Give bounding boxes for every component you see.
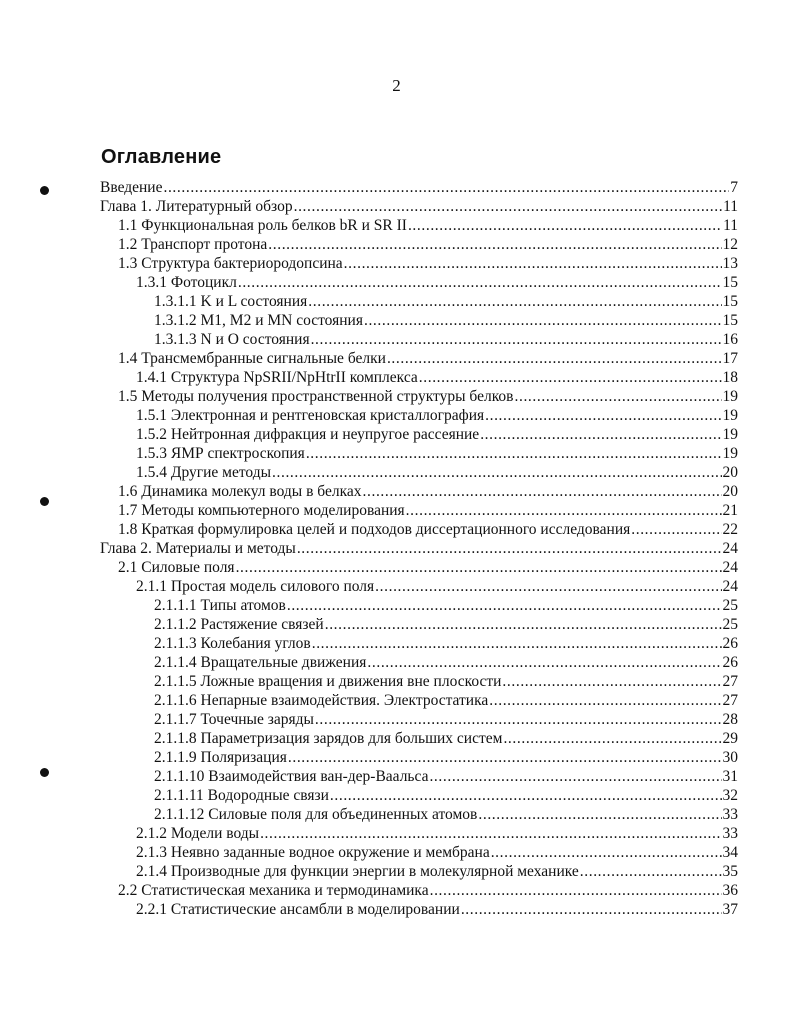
toc-entry-title: 2.1 Силовые поля <box>118 559 235 576</box>
toc-entry <box>100 596 738 615</box>
toc-entry-title: 1.4 Трансмембранные сигнальные белки <box>118 350 386 367</box>
page-number: 2 <box>392 76 401 95</box>
toc-entry-page: 29 <box>722 730 738 747</box>
toc-entry <box>100 501 738 520</box>
toc-entry-page: 25 <box>722 616 738 633</box>
toc-entry-page: 31 <box>722 768 738 785</box>
dot-leader <box>364 311 722 330</box>
toc-entry-page: 36 <box>722 882 738 899</box>
dot-leader <box>315 710 722 729</box>
dot-leader <box>387 349 722 368</box>
dot-leader <box>325 615 722 634</box>
toc-entry-page: 13 <box>722 255 738 272</box>
toc-entry <box>100 824 738 843</box>
toc-entry <box>100 672 738 691</box>
toc-entry <box>100 843 738 862</box>
toc-entry-title: Глава 1. Литературный обзор <box>100 198 293 215</box>
toc-entry-title: 2.2.1 Статистические ансамбли в моделировании <box>136 901 460 918</box>
toc-entry-title: 2.2 Статистическая механика и термодинамика <box>118 882 429 899</box>
toc-entry <box>100 406 738 425</box>
dot-leader <box>480 425 721 444</box>
dot-leader <box>367 653 721 672</box>
toc-entry-title: 2.1.1.8 Параметризация зарядов для больших систем <box>154 730 503 747</box>
toc-entry-page: 19 <box>722 426 738 443</box>
toc-entry-title: 2.1.1.1 Типы атомов <box>154 597 286 614</box>
toc-entry-title: 1.5.1 Электронная и рентгеновская кристаллография <box>136 407 485 424</box>
dot-leader <box>375 577 721 596</box>
toc-entry <box>100 197 738 216</box>
toc-entry-page: 32 <box>722 787 738 804</box>
toc-entry <box>100 216 738 235</box>
punch-hole-mark <box>40 497 49 506</box>
dot-leader <box>272 463 721 482</box>
dot-leader <box>344 254 722 273</box>
toc-entry <box>100 235 738 254</box>
toc-entry-title: 2.1.3 Неявно заданные водное окружение и мембрана <box>136 844 490 861</box>
dot-leader <box>308 292 721 311</box>
toc-entry-page: 19 <box>722 407 738 424</box>
toc-entry-page: 27 <box>722 673 738 690</box>
toc-entry-page: 34 <box>722 844 738 861</box>
toc-entry-title: 2.1.1 Простая модель силового поля <box>136 578 375 595</box>
toc-entry-title: 1.3.1.1 K и L состояния <box>154 293 308 310</box>
toc-entry-title: 1.6 Динамика молекул воды в белках <box>118 483 362 500</box>
toc-entry-page: 24 <box>722 578 738 595</box>
toc-entry-page: 37 <box>722 901 738 918</box>
toc-entry-title: 2.1.1.2 Растяжение связей <box>154 616 324 633</box>
toc-entry-page: 33 <box>722 825 738 842</box>
toc-entry-title: 2.1.1.6 Непарные взаимодействия. Электростатика <box>154 692 489 709</box>
toc-entry <box>100 577 738 596</box>
dot-leader <box>288 748 722 767</box>
toc-entry <box>100 653 738 672</box>
toc-entry-title: 2.1.1.3 Колебания углов <box>154 635 311 652</box>
dot-leader <box>163 178 729 197</box>
toc-entry-title: 2.1.1.9 Поляризация <box>154 749 287 766</box>
toc-entry <box>100 691 738 710</box>
toc-entry <box>100 862 738 881</box>
dot-leader <box>502 672 721 691</box>
toc-entry-title: 2.1.1.10 Взаимодействия ван-дер-Ваальса <box>154 768 429 785</box>
toc-entry-page: 21 <box>722 502 738 519</box>
toc-entry-title: 1.3.1 Фотоцикл <box>136 274 237 291</box>
toc-entry-page: 35 <box>722 863 738 880</box>
dot-leader <box>461 900 722 919</box>
toc-entry-title: 1.4.1 Структура NpSRII/NpHtrII комплекса <box>136 369 418 386</box>
dot-leader <box>478 805 721 824</box>
toc-entry-page: 15 <box>722 312 738 329</box>
toc-entry-page: 22 <box>722 521 738 538</box>
toc-entry <box>100 767 738 786</box>
dot-leader <box>515 387 722 406</box>
toc-entry <box>100 330 738 349</box>
toc-entry <box>100 805 738 824</box>
dot-leader <box>485 406 721 425</box>
toc-heading: Оглавление <box>101 146 222 168</box>
toc-entry <box>100 444 738 463</box>
toc-entry <box>100 368 738 387</box>
toc-entry-title: 1.3.1.2 M1, M2 и MN состояния <box>154 312 363 329</box>
dot-leader <box>297 539 722 558</box>
toc-entry-title: 1.5.2 Нейтронная дифракция и неупругое рассеяние <box>136 426 480 443</box>
toc-entry-page: 7 <box>730 179 738 196</box>
dot-leader <box>330 786 722 805</box>
dot-leader <box>238 273 722 292</box>
toc-entry-page: 19 <box>722 445 738 462</box>
toc-entry <box>100 615 738 634</box>
toc-entry-page: 20 <box>722 464 738 481</box>
toc-entry-title: 2.1.1.12 Силовые поля для объединенных атомов <box>154 806 478 823</box>
toc-entry-page: 27 <box>722 692 738 709</box>
toc-entry-title: 1.5 Методы получения пространственной структуры белков <box>118 388 514 405</box>
toc-entry-title: 1.5.3 ЯМР спектроскопия <box>136 445 305 462</box>
toc-entry-title: 1.8 Краткая формулировка целей и подходов диссертационного исследования <box>118 521 631 538</box>
toc-entry-page: 17 <box>722 350 738 367</box>
toc-entry <box>100 311 738 330</box>
toc-entry-page: 12 <box>722 236 738 253</box>
dot-leader <box>503 729 721 748</box>
toc-entry-page: 24 <box>722 540 738 557</box>
toc-entry-title: 2.1.4 Производные для функции энергии в молекулярной механике <box>136 863 579 880</box>
toc-entry <box>100 900 738 919</box>
dot-leader <box>429 767 721 786</box>
toc-entry-title: Глава 2. Материалы и методы <box>100 540 296 557</box>
toc-entry-title: 2.1.1.5 Ложные вращения и движения вне плоскости <box>154 673 502 690</box>
toc-entry <box>100 881 738 900</box>
toc-entry-page: 28 <box>722 711 738 728</box>
toc-entry-title: 2.1.1.7 Точечные заряды <box>154 711 314 728</box>
toc-entry-title: 1.3 Структура бактериородопсина <box>118 255 343 272</box>
toc-entry <box>100 387 738 406</box>
toc-entry <box>100 463 738 482</box>
dot-leader <box>260 824 721 843</box>
toc-entry <box>100 729 738 748</box>
toc-entry-title: Введение <box>100 179 163 196</box>
dot-leader <box>408 216 722 235</box>
toc-entry-title: 1.2 Транспорт протона <box>118 236 268 253</box>
toc-entry-page: 20 <box>722 483 738 500</box>
toc-entry-page: 11 <box>723 217 738 234</box>
dot-leader <box>363 482 722 501</box>
toc-entry-title: 1.5.4 Другие методы <box>136 464 272 481</box>
toc-entry-title: 1.1 Функциональная роль белков bR и SR II <box>118 217 407 234</box>
toc-entry <box>100 349 738 368</box>
toc-entry-page: 33 <box>722 806 738 823</box>
dot-leader <box>419 368 722 387</box>
toc-entry-page: 19 <box>722 388 738 405</box>
toc-entry <box>100 748 738 767</box>
toc-entry <box>100 254 738 273</box>
toc-entry-page: 30 <box>722 749 738 766</box>
toc-entry-title: 2.1.2 Модели воды <box>136 825 260 842</box>
dot-leader <box>430 881 722 900</box>
dot-leader <box>491 843 722 862</box>
toc-entry-page: 26 <box>722 635 738 652</box>
punch-hole-mark <box>40 768 49 777</box>
toc-entry-page: 25 <box>722 597 738 614</box>
dot-leader <box>236 558 722 577</box>
dot-leader <box>287 596 722 615</box>
toc-entry-page: 24 <box>722 559 738 576</box>
toc-entry <box>100 425 738 444</box>
toc-entry <box>100 786 738 805</box>
dot-leader <box>631 520 721 539</box>
dot-leader <box>406 501 722 520</box>
toc-entry-page: 15 <box>722 293 738 310</box>
dot-leader <box>294 197 722 216</box>
toc-entry-page: 26 <box>722 654 738 671</box>
toc-entry <box>100 539 738 558</box>
toc-entry-title: 2.1.1.11 Водородные связи <box>154 787 329 804</box>
toc-entry <box>100 520 738 539</box>
toc-entry-page: 11 <box>723 198 738 215</box>
toc-entry <box>100 634 738 653</box>
dot-leader <box>306 444 722 463</box>
toc-entry <box>100 710 738 729</box>
toc-entry <box>100 482 738 501</box>
toc-entry-title: 1.7 Методы компьютерного моделирования <box>118 502 405 519</box>
toc-entry-page: 15 <box>722 274 738 291</box>
dot-leader <box>311 330 722 349</box>
dot-leader <box>312 634 722 653</box>
toc-entry-title: 1.3.1.3 N и O состояния <box>154 331 310 348</box>
punch-hole-mark <box>40 186 49 195</box>
dot-leader <box>268 235 721 254</box>
toc-entry-title: 2.1.1.4 Вращательные движения <box>154 654 367 671</box>
dot-leader <box>489 691 721 710</box>
toc-entry <box>100 558 738 577</box>
toc-entry-page: 18 <box>722 369 738 386</box>
table-of-contents <box>100 178 738 919</box>
toc-entry <box>100 178 738 197</box>
toc-entry-page: 16 <box>722 331 738 348</box>
toc-entry <box>100 292 738 311</box>
dot-leader <box>580 862 722 881</box>
toc-entry <box>100 273 738 292</box>
